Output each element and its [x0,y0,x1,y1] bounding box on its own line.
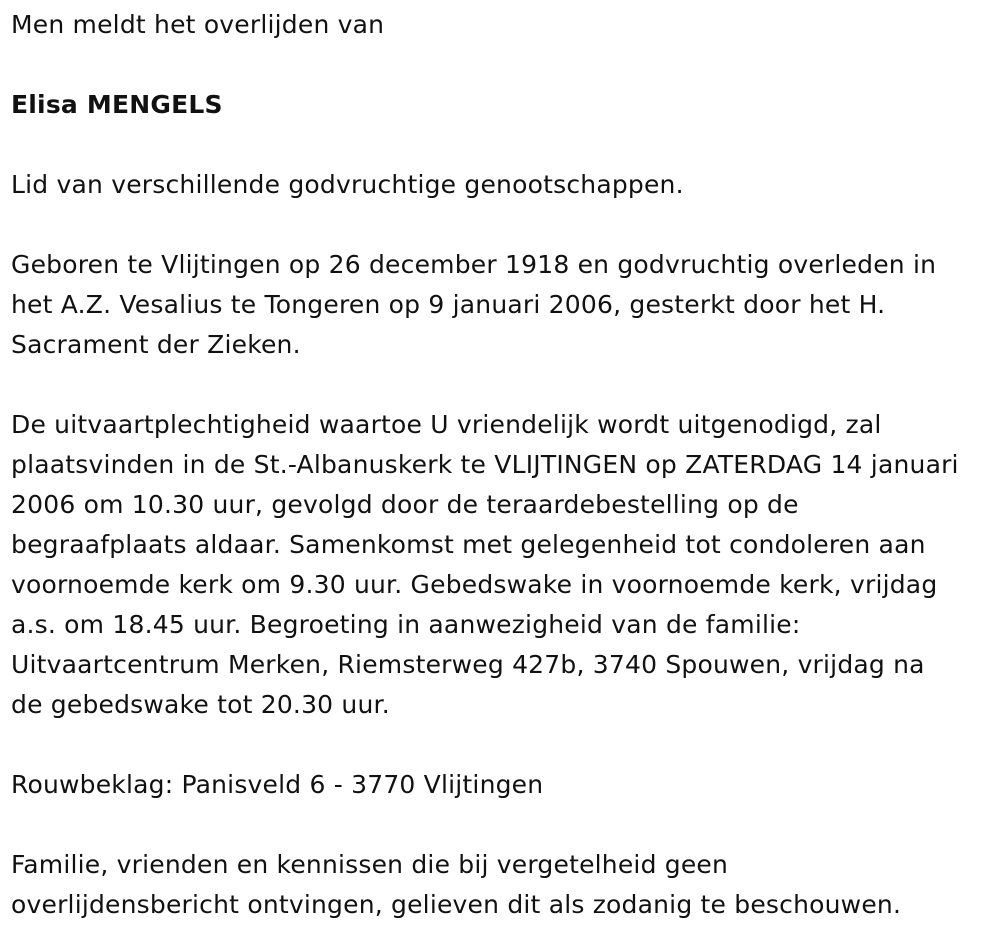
funeral-paragraph [11,405,991,725]
funeral-line-5: voornoemde kerk om 9.30 uur. Gebedswake in voornoemde kerk, vrijdag [11,570,938,599]
funeral-line-8: de gebedswake tot 20.30 uur. [11,690,390,719]
birth-death-line-3: Sacrament der Zieken. [11,330,301,359]
funeral-line-7: Uitvaartcentrum Merken, Riemsterweg 427b, 3740 Spouwen, vrijdag na [11,650,925,679]
birth-death-line-2: het A.Z. Vesalius te Tongeren op 9 januari 2006, gesterkt door het H. [11,290,886,319]
closing-line-2: overlijdensbericht ontvingen, gelieven dit als zodanig te beschouwen. [11,890,902,919]
intro-line: Men meldt het overlijden van [11,10,385,39]
closing-paragraph [11,845,991,925]
birth-death-paragraph [11,245,991,365]
funeral-line-6: a.s. om 18.45 uur. Begroeting in aanwezigheid van de familie: [11,610,801,639]
death-notice [11,5,991,925]
deceased-name: Elisa MENGELS [11,90,223,119]
birth-death-line-1: Geboren te Vlijtingen op 26 december 1918 en godvruchtig overleden in [11,250,937,279]
funeral-line-2: plaatsvinden in de St.-Albanuskerk te VLIJTINGEN op ZATERDAG 14 januari [11,450,959,479]
condolence-address: Rouwbeklag: Panisveld 6 - 3770 Vlijtingen [11,770,544,799]
closing-line-1: Familie, vrienden en kennissen die bij vergetelheid geen [11,850,729,879]
funeral-line-3: 2006 om 10.30 uur, gevolgd door de teraardebestelling op de [11,490,799,519]
funeral-line-1: De uitvaartplechtigheid waartoe U vriendelijk wordt uitgenodigd, zal [11,410,882,439]
membership-line: Lid van verschillende godvruchtige genootschappen. [11,170,684,199]
funeral-line-4: begraafplaats aldaar. Samenkomst met gelegenheid tot condoleren aan [11,530,926,559]
